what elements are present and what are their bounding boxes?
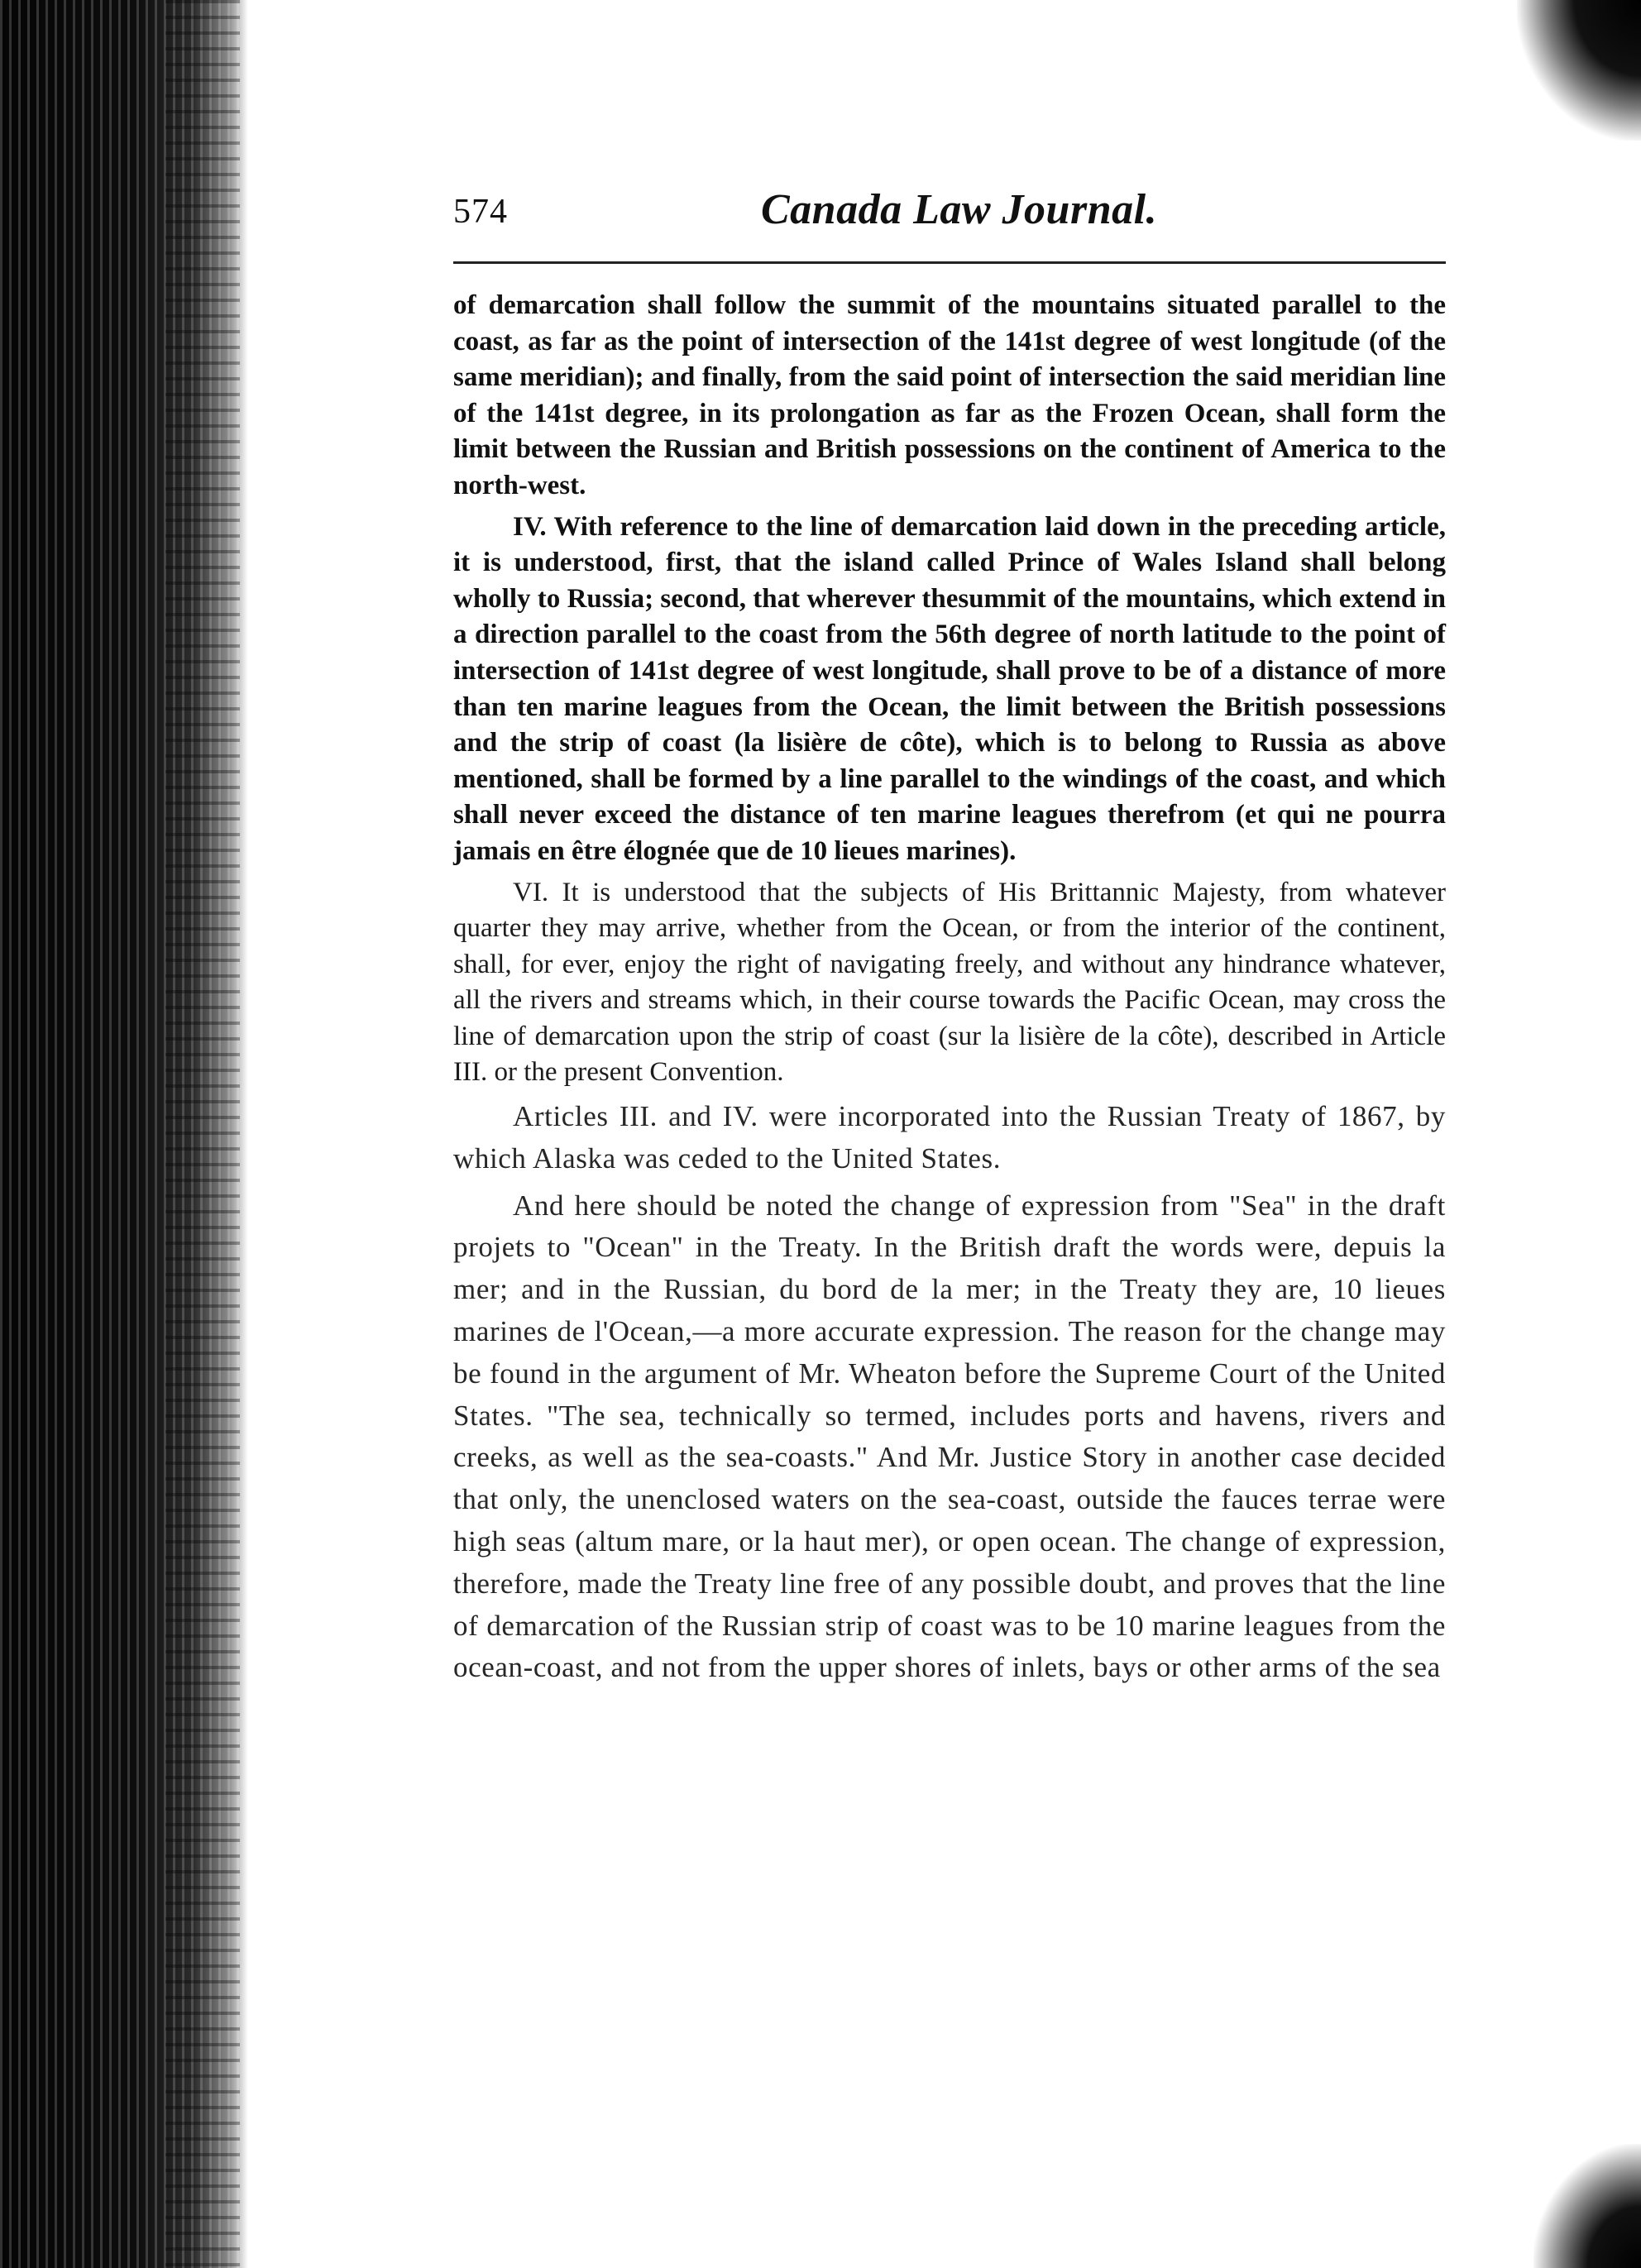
paragraph-sea-ocean: And here should be noted the change of expression from "Sea" in the draft projets to "Ocean" in the Treaty. In the British draft the words were, depuis la mer; and in the Russian, du bord de la mer; in the Treaty they are, 10 lieues marines de l'Ocean,—a more accurate expression. The reason for the change may be found in the argument of Mr. Wheaton before the Supreme Court of the United States. "The sea, technically so termed, includes ports and havens, rivers and creeks, as well as the sea-coasts." And Mr. Justice Story in another case decided that only, the unenclosed waters on the sea-coast, outside the fauces terrae were high seas (altum mare, or la haut mer), or open ocean. The change of expression, therefore, made the Treaty line free of any possible doubt, and proves that the line of demarcation of the Russian strip of coast was to be 10 marine leagues from the ocean-coast, and not from the upper shores of inlets, bays or other arms of the sea (453, 1189, 1446, 1684)
paragraph-continuation: of demarcation shall follow the summit of the mountains situated parallel to the coast, as far as the point of intersection of the 141st degree of west longitude (of the same meridian); and finally, from the said point of intersection the said meridian line of the 141st degree, in its prolongation as far as the Frozen Ocean, shall form the limit between the Russian and British possessions on the continent of America to the north-west. (453, 290, 1446, 500)
header-rule (453, 261, 1446, 264)
page-header (453, 185, 1446, 243)
page-number: 574 (453, 193, 508, 231)
scan-corner-shadow-top (1517, 0, 1641, 141)
paragraph-articles-incorporated: Articles III. and IV. were incorporated into the Russian Treaty of 1867, by which Alaska was ceded to the United States. (453, 1100, 1446, 1175)
binding-speckle (165, 0, 240, 2268)
body-text (453, 288, 1446, 1694)
paragraph-article-vi: VI. It is understood that the subjects of His Brittannic Majesty, from whatever quarter they may arrive, whether from the Ocean, or from the interior of the continent, shall, for ever, enjoy the right of navigating freely, and without any hindrance whatever, all the rivers and streams which, in their course towards the Pacific Ocean, may cross the line of demarcation upon the strip of coast (sur la lisière de la côte), described in Article III. or the present Convention. (453, 877, 1446, 1088)
paragraph-article-iv: IV. With reference to the line of demarcation laid down in the preceding article, it is understood, first, that the island called Prince of Wales Island shall belong wholly to Russia; second, that wherever thesummit of the mountains, which extend in a direction parallel to the coast from the 56th degree of north latitude to the point of intersection of 141st degree of west longitude, shall prove to be of a distance of more than ten marine leagues from the Ocean, the limit between the British possessions and the strip of coast (la lisière de côte), which is to belong to Russia as above mentioned, shall be formed by a line parallel to the windings of the coast, and which shall never exceed the distance of ten marine leagues therefrom (et qui ne pourra jamais en être élognée que de 10 lieues marines). (453, 511, 1446, 866)
scan-corner-shadow-bottom (1533, 2144, 1641, 2268)
running-title: Canada Law Journal. (761, 186, 1158, 233)
